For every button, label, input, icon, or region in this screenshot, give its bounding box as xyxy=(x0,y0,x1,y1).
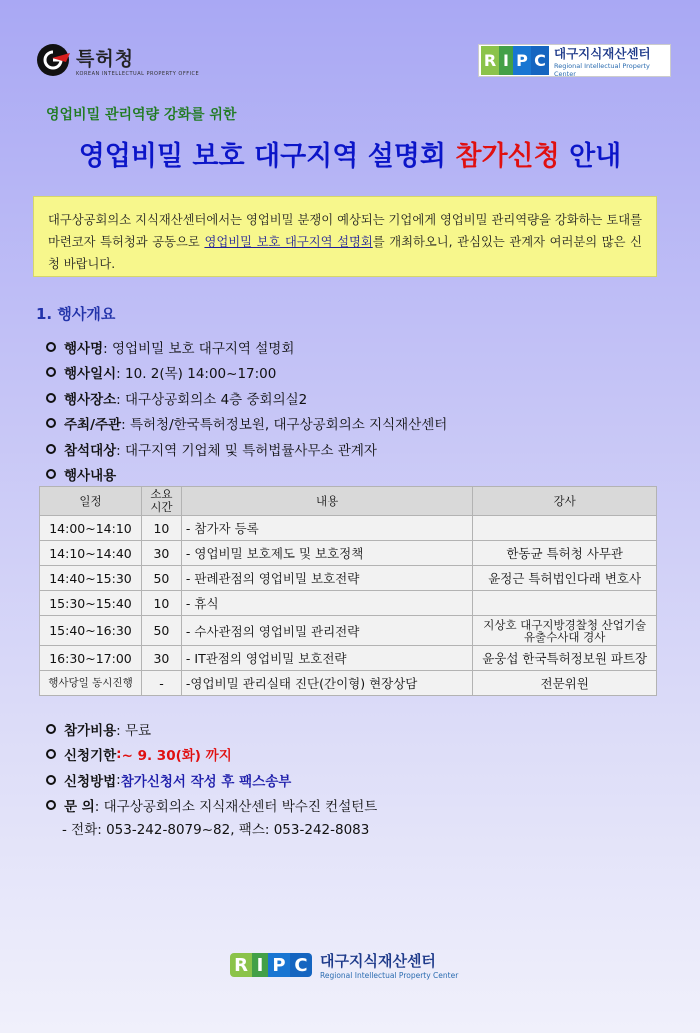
cell-duration: 30 xyxy=(141,646,181,671)
deadline-sep: : xyxy=(116,746,122,763)
cell-content: - 판례관점의 영업비밀 보호전략 xyxy=(181,566,472,591)
application-list xyxy=(46,716,377,818)
item-label: 참석대상 xyxy=(64,442,117,459)
circle-bullet-icon xyxy=(46,418,56,428)
overview-item xyxy=(46,360,447,386)
ripc-english: Regional Intellectual Property Center xyxy=(554,61,650,78)
table-row xyxy=(40,566,657,591)
title-part2: 안내 xyxy=(559,141,622,172)
cell-time: 15:40~16:30 xyxy=(40,616,142,646)
ripc-name: 대구지식재산센터 xyxy=(554,45,651,61)
cell-speaker: 지상호 대구지방경찰청 산업기술 유출수사대 경사 xyxy=(473,616,657,646)
cell-duration: - xyxy=(141,671,181,696)
ripc-letter: P xyxy=(268,953,290,977)
notice-box xyxy=(33,196,657,277)
overview-item xyxy=(46,385,447,411)
cell-speaker: 윤웅섭 한국특허정보원 파트장 xyxy=(473,646,657,671)
overview-item xyxy=(46,462,447,488)
overview-item xyxy=(46,436,447,462)
deadline-label: 신청기한 xyxy=(64,748,117,765)
cell-speaker xyxy=(473,516,657,541)
circle-bullet-icon xyxy=(46,724,56,734)
cell-duration: 50 xyxy=(141,616,181,646)
section-title: 1. 행사개요 xyxy=(36,305,116,323)
ripc-letter: I xyxy=(499,46,513,75)
cell-speaker: 전문위원 xyxy=(473,671,657,696)
ripc-letter: R xyxy=(230,953,252,977)
header-speaker: 강사 xyxy=(473,487,657,516)
item-label: 행사장소 xyxy=(64,391,117,408)
cell-duration: 10 xyxy=(141,516,181,541)
header-schedule: 일정 xyxy=(40,487,142,516)
ripc-logo-bottom xyxy=(230,949,458,981)
header-duration: 소요 시간 xyxy=(141,487,181,516)
inquiry-item xyxy=(46,793,377,819)
item-value: : 영업비밀 보호 대구지역 설명회 xyxy=(103,340,295,357)
item-value: : 특허청/한국특허정보원, 대구상공회의소 지식재산센터 xyxy=(121,417,448,434)
item-value: : 10. 2(목) 14:00~17:00 xyxy=(116,366,277,383)
method-value: 참가신청서 작성 후 팩스송부 xyxy=(120,773,292,790)
inquiry-value: : 대구상공회의소 지식재산센터 박수진 컨설턴트 xyxy=(94,799,378,816)
contact-info: - 전화: 053-242-8079~82, 팩스: 053-242-8083 xyxy=(62,822,370,838)
title-part1: 영업비밀 보호 대구지역 설명회 xyxy=(78,141,456,172)
table-header-row xyxy=(40,487,657,516)
deadline-value: ~ 9. 30(화) 까지 xyxy=(121,748,232,765)
kipo-name: 특허청 xyxy=(76,47,135,70)
cell-speaker: 윤정근 특허법인다래 변호사 xyxy=(473,566,657,591)
cell-time: 행사당일 동시진행 xyxy=(40,671,142,696)
subtitle: 영업비밀 관리역량 강화를 위한 xyxy=(46,107,237,123)
table-row xyxy=(40,516,657,541)
table-row xyxy=(40,671,657,696)
title-highlight: 참가신청 xyxy=(455,141,560,172)
circle-bullet-icon xyxy=(46,444,56,454)
fee-value: : 무료 xyxy=(116,722,152,739)
method-sep: : xyxy=(116,771,121,788)
cell-time: 15:30~15:40 xyxy=(40,591,142,616)
ripc-letter: R xyxy=(481,46,499,75)
table-row xyxy=(40,541,657,566)
kipo-logo xyxy=(36,40,199,80)
ripc-english: Regional Intellectual Property Center xyxy=(320,971,459,980)
cell-speaker: 한동균 특허청 사무관 xyxy=(473,541,657,566)
notice-text-after: 를 개최하오니, 관심있는 관계자 여러분의 많은 신청 바랍니다. xyxy=(48,235,642,271)
cell-duration: 50 xyxy=(141,566,181,591)
method-item xyxy=(46,767,377,793)
kipo-subtitle: KOREAN INTELLECTUAL PROPERTY OFFICE xyxy=(76,70,200,77)
circle-bullet-icon xyxy=(46,393,56,403)
cell-time: 14:10~14:40 xyxy=(40,541,142,566)
fee-item xyxy=(46,716,377,742)
cell-time: 14:40~15:30 xyxy=(40,566,142,591)
overview-item xyxy=(46,334,447,360)
page-title xyxy=(0,134,700,173)
cell-content: - 영업비밀 보호제도 및 보호정책 xyxy=(181,541,472,566)
ripc-name: 대구지식재산센터 xyxy=(320,952,436,970)
ripc-letter: C xyxy=(531,46,549,75)
item-value: : 대구상공회의소 4층 중회의실2 xyxy=(116,391,308,408)
deadline-item xyxy=(46,742,377,768)
cell-content: - 수사관점의 영업비밀 관리전략 xyxy=(181,616,472,646)
item-label: 행사일시 xyxy=(64,366,117,383)
overview-list xyxy=(46,334,447,487)
cell-content: -영업비밀 관리실태 진단(간이형) 현장상담 xyxy=(181,671,472,696)
cell-content: - 휴식 xyxy=(181,591,472,616)
table-row xyxy=(40,616,657,646)
cell-speaker xyxy=(473,591,657,616)
cell-duration: 10 xyxy=(141,591,181,616)
item-label: 행사내용 xyxy=(64,468,117,485)
circle-bullet-icon xyxy=(46,775,56,785)
circle-bullet-icon xyxy=(46,749,56,759)
circle-bullet-icon xyxy=(46,367,56,377)
circle-bullet-icon xyxy=(46,469,56,479)
cell-time: 16:30~17:00 xyxy=(40,646,142,671)
notice-text-before: 대구상공회의소 지식재산센터에서는 영업비밀 분쟁이 예상되는 기업에게 영업비밀 관리역량을 강화하는 토대를 마련코자 특허청과 공동으로 xyxy=(48,213,642,249)
circle-bullet-icon xyxy=(46,800,56,810)
item-label: 행사명 xyxy=(64,340,104,357)
header-content: 내용 xyxy=(181,487,472,516)
item-value: : 대구지역 기업체 및 특허법률사무소 관계자 xyxy=(116,442,377,459)
cell-time: 14:00~14:10 xyxy=(40,516,142,541)
ripc-letter: I xyxy=(252,953,268,977)
cell-duration: 30 xyxy=(141,541,181,566)
table-row xyxy=(40,591,657,616)
notice-event-link: 영업비밀 보호 대구지역 설명회 xyxy=(204,235,373,249)
cell-content: - 참가자 등록 xyxy=(181,516,472,541)
ripc-letter: C xyxy=(290,953,312,977)
schedule-table xyxy=(39,486,657,696)
overview-item xyxy=(46,411,447,437)
inquiry-label: 문 의 xyxy=(64,799,95,816)
ripc-letter: P xyxy=(513,46,531,75)
ripc-logo-top xyxy=(478,44,671,77)
kipo-emblem-icon xyxy=(36,43,70,77)
cell-content: - IT관점의 영업비밀 보호전략 xyxy=(181,646,472,671)
circle-bullet-icon xyxy=(46,342,56,352)
method-label: 신청방법 xyxy=(64,773,117,790)
fee-label: 참가비용 xyxy=(64,722,117,739)
item-label: 주최/주관 xyxy=(64,417,122,434)
table-row xyxy=(40,646,657,671)
